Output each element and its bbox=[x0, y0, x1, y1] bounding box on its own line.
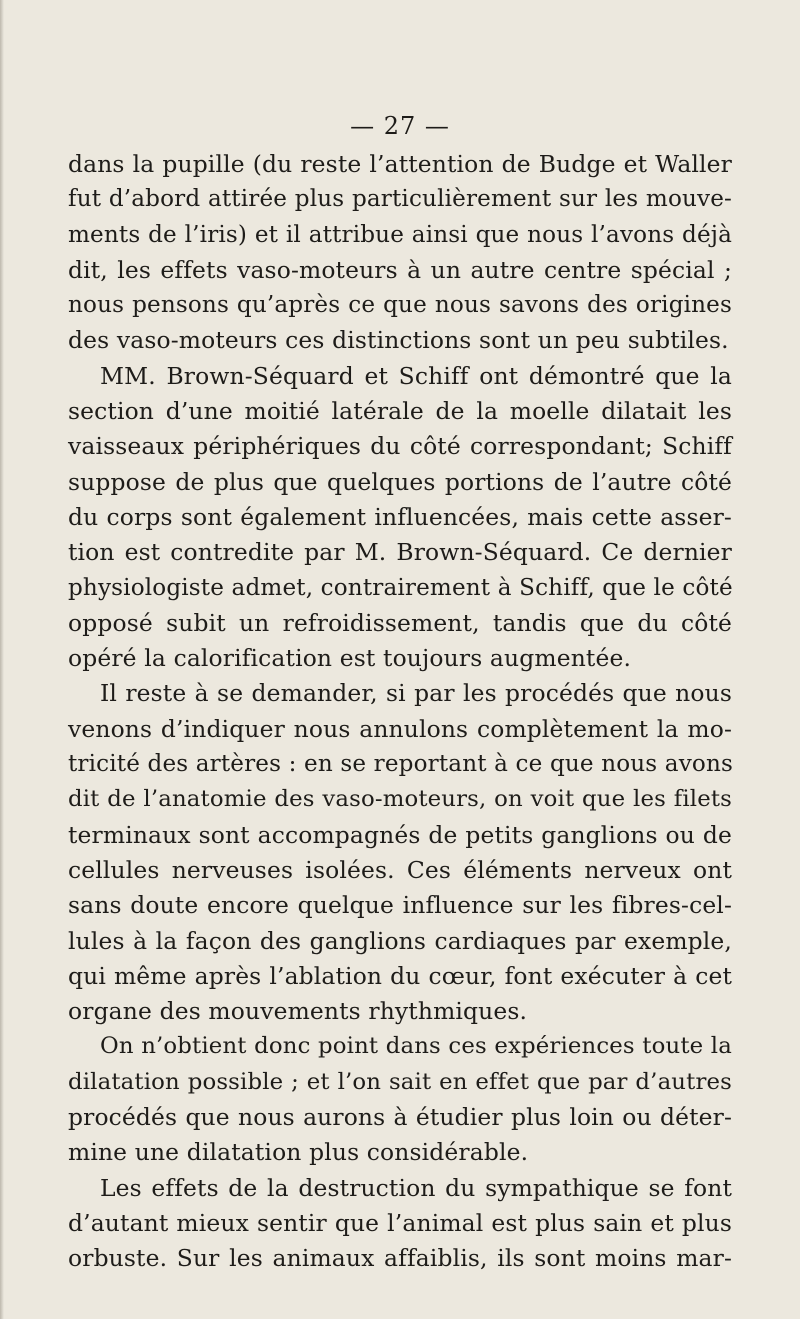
text-line: dit de l’anatomie des vaso-moteurs, on voit que les filets bbox=[68, 786, 732, 813]
text-line: Il reste à se demander, si par les procédés que nous bbox=[100, 679, 732, 708]
text-line: section d’une moitié latérale de la moelle dilatait les bbox=[68, 397, 732, 426]
text-line: vaisseaux périphériques du côté correspondant; Schiff bbox=[68, 432, 732, 461]
paragraph bbox=[68, 676, 732, 1029]
page-number: — 27 — bbox=[350, 112, 450, 140]
text-line: opéré la calorification est toujours augmentée. bbox=[68, 644, 632, 673]
text-line: MM. Brown-Séquard et Schiff ont démontré que la bbox=[100, 361, 732, 390]
text-line: dilatation possible ; et l’on sait en effet que par d’autres bbox=[68, 1068, 732, 1095]
paragraph bbox=[68, 359, 732, 677]
paragraph bbox=[68, 147, 732, 359]
text-line: fut d’abord attirée plus particulièrement sur les mouve- bbox=[68, 186, 732, 213]
text-line: organe des mouvements rhythmiques. bbox=[68, 997, 528, 1026]
text-line: ments de l’iris) et il attribue ainsi que nous l’avons déjà bbox=[68, 221, 732, 248]
page-edge bbox=[0, 0, 4, 1319]
text-line: orbuste. Sur les animaux affaiblis, ils sont moins mar- bbox=[68, 1244, 732, 1273]
text-line: cellules nerveuses isolées. Ces éléments nerveux ont bbox=[68, 855, 732, 884]
text-line: nous pensons qu’après ce que nous savons des origines bbox=[68, 292, 732, 319]
paragraph bbox=[68, 1171, 732, 1277]
text-line: tricité des artères : en se reportant à ce que nous avons bbox=[68, 751, 733, 778]
text-line: terminaux sont accompagnés de petits ganglions ou de bbox=[68, 820, 732, 849]
text-line: suppose de plus que quelques portions de l’autre côté bbox=[68, 467, 732, 496]
paragraph bbox=[68, 1029, 732, 1170]
text-line: tion est contredite par M. Brown-Séquard. Ce dernier bbox=[68, 538, 732, 567]
text-line: dans la pupille (du reste l’attention de Budge et Waller bbox=[68, 150, 732, 178]
text-line: procédés que nous aurons à étudier plus loin ou déter- bbox=[68, 1103, 732, 1132]
text-line: opposé subit un refroidissement, tandis que du côté bbox=[68, 608, 732, 637]
text-line: Les effets de la destruction du sympathique se font bbox=[100, 1173, 732, 1202]
text-line: du corps sont également influencées, mais cette asser- bbox=[68, 502, 732, 531]
text-line: mine une dilatation plus considérable. bbox=[68, 1138, 529, 1167]
text-line: On n’obtient donc point dans ces expériences toute la bbox=[100, 1033, 732, 1060]
text-line: d’autant mieux sentir que l’animal est plus sain et plus bbox=[68, 1208, 732, 1237]
text-line: sans doute encore quelque influence sur les fibres-cel- bbox=[68, 891, 732, 920]
text-line: venons d’indiquer nous annulons complètement la mo- bbox=[68, 714, 732, 743]
body-text bbox=[68, 147, 732, 1277]
text-line: physiologiste admet, contrairement à Schiff, que le côté bbox=[68, 574, 733, 601]
text-line: des vaso-moteurs ces distinctions sont un peu subtiles. bbox=[68, 326, 729, 355]
text-line: lules à la façon des ganglions cardiaques par exemple, bbox=[68, 926, 732, 955]
text-line: dit, les effets vaso-moteurs à un autre centre spécial ; bbox=[68, 255, 732, 284]
text-line: qui même après l’ablation du cœur, font exécuter à cet bbox=[68, 961, 732, 990]
